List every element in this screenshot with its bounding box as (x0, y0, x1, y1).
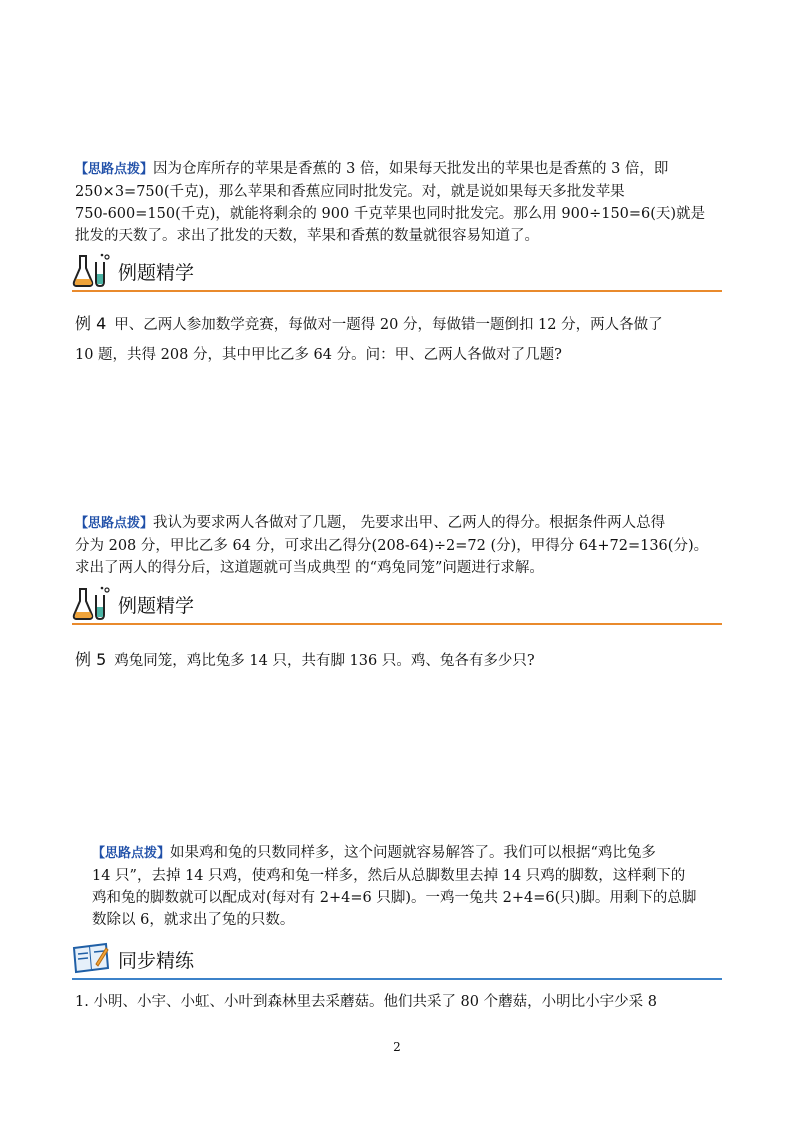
hint-tag: 【思路点拨】 (75, 162, 154, 177)
example-4 (75, 309, 663, 370)
example-5 (75, 645, 535, 676)
hint-line: 14 只”，去掉 14 只鸡，使鸡和兔一样多，然后从总脚数里去掉 14 只鸡的脚数，这样剩下的 (92, 868, 686, 884)
section-header-examples-1 (72, 252, 722, 292)
hint-tag: 【思路点拨】 (75, 516, 154, 531)
example-label: 例 4 (75, 314, 107, 333)
example-label: 例 5 (75, 650, 107, 669)
hint-line: 250×3=750(千克)，那么苹果和香蕉应同时批发完。对，就是说如果每天多批发苹果 (75, 184, 625, 200)
hint-line: 750-600=150(千克)，就能将剩余的 900 千克苹果也同时批发完。那么用 900÷150=6(天)就是 (75, 206, 706, 222)
example-line: 10 题，共得 208 分，其中甲比乙多 64 分。问：甲、乙两人各做对了几题? (75, 347, 562, 363)
section-rule (72, 290, 722, 292)
hint-line: 【思路点拨】如果鸡和兔的只数同样多，这个问题就容易解答了。我们可以根据“鸡比兔多 (92, 845, 656, 861)
section-header-practice (72, 940, 722, 980)
hint-line: 数除以 6，就求出了兔的只数。 (92, 912, 295, 928)
section-header-examples-2 (72, 585, 722, 625)
example-line: 例 5 鸡兔同笼，鸡比兔多 14 只，共有脚 136 只。鸡、兔各有多少只? (75, 650, 535, 669)
book-icon (72, 940, 112, 976)
section-title: 例题精学 (118, 262, 195, 284)
hint-line: 【思路点拨】我认为要求两人各做对了几题， 先要求出甲、乙两人的得分。根据条件两人总得 (75, 515, 666, 531)
hint-line: 分为 208 分，甲比乙多 64 分，可求出乙得分(208-64)÷2=72 (分)，甲得分 64+72=136(分)。 (75, 538, 709, 554)
hint-tag: 【思路点拨】 (92, 846, 171, 861)
hint-line: 求出了两人的得分后，这道题就可当成典型 的“鸡兔同笼”问题进行求解。 (75, 560, 544, 576)
page-number: 2 (393, 1040, 401, 1054)
hint-paragraph-2 (75, 512, 708, 579)
section-title: 同步精练 (118, 950, 195, 972)
flask-icon (72, 252, 112, 288)
hint-paragraph-3 (92, 842, 696, 931)
example-line: 例 4 甲、乙两人参加数学竞赛，每做对一题得 20 分，每做错一题倒扣 12 分，两人各做了 (75, 314, 663, 333)
flask-icon (72, 585, 112, 621)
section-rule (72, 978, 722, 980)
hint-paragraph-1 (75, 158, 705, 247)
exercise-1: 1. 小明、小宇、小虹、小叶到森林里去采蘑菇。他们共采了 80 个蘑菇，小明比小宇少采 8 (75, 994, 657, 1010)
section-title: 例题精学 (118, 595, 195, 617)
hint-line: 【思路点拨】因为仓库所存的苹果是香蕉的 3 倍，如果每天批发出的苹果也是香蕉的 3 倍，即 (75, 161, 669, 177)
hint-line: 鸡和兔的脚数就可以配成对(每对有 2+4=6 只脚)。一鸡一兔共 2+4=6(只)脚。用剩下的总脚 (92, 890, 697, 906)
hint-line: 批发的天数了。求出了批发的天数，苹果和香蕉的数量就很容易知道了。 (75, 228, 539, 244)
section-rule (72, 623, 722, 625)
